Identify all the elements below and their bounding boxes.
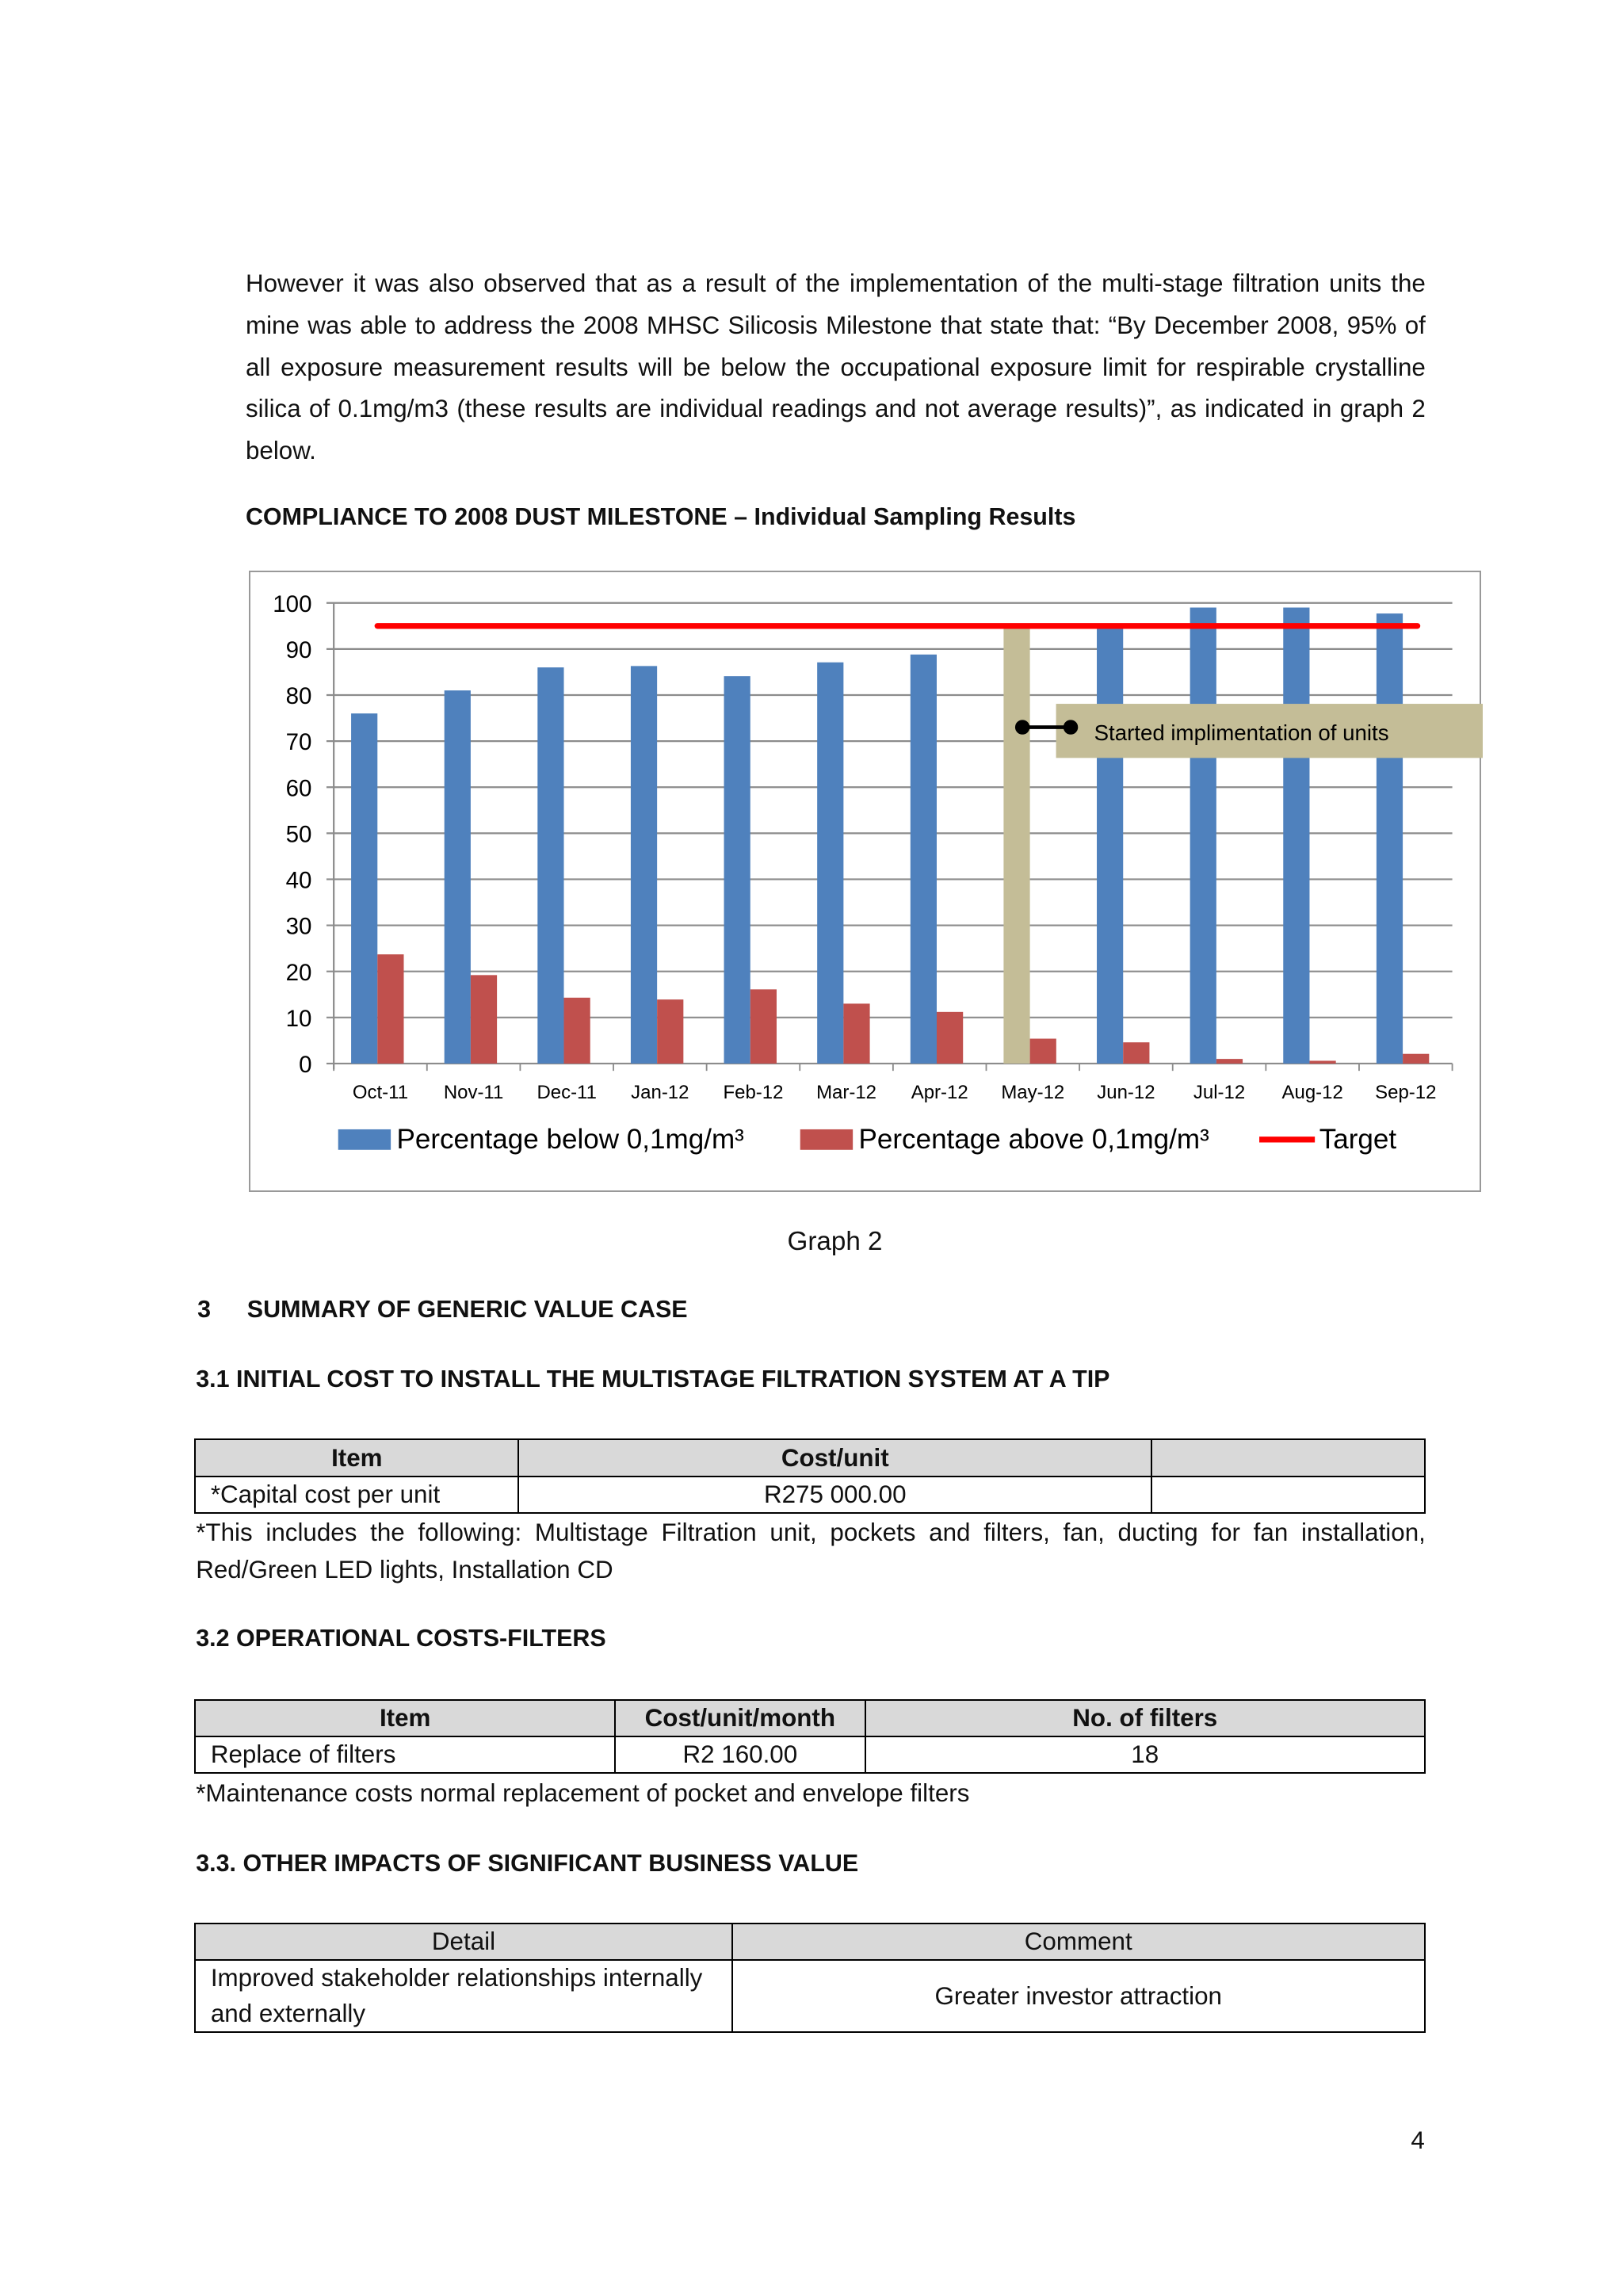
header-cell: Cost/unit (518, 1439, 1151, 1476)
bar-above-May-12 (1029, 1038, 1056, 1063)
bar-above-Dec-11 (563, 997, 590, 1063)
y-tick-label: 60 (285, 774, 312, 801)
bar-above-Nov-11 (471, 975, 497, 1064)
annotation-dot (1015, 720, 1029, 734)
bar-above-Feb-12 (750, 989, 776, 1064)
table-cell: 18 (865, 1736, 1425, 1773)
header-cell: Detail (195, 1924, 731, 1960)
annotation-dot (1063, 720, 1077, 734)
x-tick-label: May-12 (1000, 1081, 1064, 1103)
operational-cost-table (194, 1699, 1425, 1775)
x-tick-label: Jun-12 (1096, 1081, 1155, 1103)
table-cell: *Capital cost per unit (195, 1477, 518, 1513)
table-row (195, 1960, 1424, 2032)
y-tick-label: 0 (298, 1051, 312, 1078)
section-3-number: 3 (197, 1295, 211, 1323)
header-cell: Cost/unit/month (615, 1700, 865, 1736)
table-header-row (195, 1439, 1424, 1476)
bar-below-Mar-12 (817, 662, 843, 1063)
table-cell (1151, 1477, 1425, 1513)
table-row (195, 1477, 1424, 1513)
x-tick-label: Jul-12 (1193, 1081, 1245, 1103)
y-tick-label: 70 (285, 728, 312, 755)
y-tick-label: 30 (285, 913, 312, 940)
bar-above-Aug-12 (1309, 1060, 1335, 1063)
bar-chart (250, 572, 1483, 1194)
legend-label: Percentage below 0,1mg/m³ (396, 1123, 744, 1155)
table-row (195, 1736, 1424, 1773)
annotation-label: Started implimentation of units (1094, 720, 1389, 745)
table-cell: Replace of filters (195, 1736, 615, 1773)
table-cell: Greater investor attraction (732, 1960, 1425, 2032)
capital-cost-note: *This includes the following: Multistage Filtration unit, pockets and filters, fan, ducting for fan installation, Red/Green LED lights, Installation CD (196, 1519, 1426, 1584)
bar-below-Nov-11 (444, 690, 470, 1064)
x-tick-label: Feb-12 (723, 1081, 784, 1103)
legend-swatch (338, 1129, 390, 1149)
x-tick-label: Apr-12 (911, 1081, 968, 1103)
x-tick-label: Nov-11 (443, 1081, 503, 1103)
x-tick-label: Jan-12 (630, 1081, 689, 1103)
bar-above-Jun-12 (1123, 1042, 1149, 1064)
legend-swatch (800, 1129, 852, 1149)
y-tick-label: 10 (285, 1005, 312, 1032)
section-3-1-title: 3.1 INITIAL COST TO INSTALL THE MULTISTAGE FILTRATION SYSTEM AT A TIP (196, 1366, 1110, 1393)
bar-above-Jul-12 (1216, 1059, 1242, 1064)
table-cell: Improved stakeholder relationships internally and externally (195, 1960, 731, 2032)
header-cell: Item (195, 1700, 615, 1736)
table-cell: R2 160.00 (615, 1736, 865, 1773)
bar-below-Sep-12 (1377, 613, 1403, 1064)
y-tick-label: 80 (285, 682, 312, 709)
x-tick-label: Mar-12 (815, 1081, 876, 1103)
bar-below-Jul-12 (1190, 607, 1216, 1063)
x-tick-label: Oct-11 (352, 1081, 408, 1103)
y-tick-label: 40 (285, 867, 312, 894)
header-cell (1151, 1439, 1425, 1476)
legend-label: Percentage above 0,1mg/m³ (858, 1123, 1209, 1155)
section-3-2-title: 3.2 OPERATIONAL COSTS-FILTERS (196, 1624, 606, 1652)
header-cell: Comment (732, 1924, 1425, 1960)
business-value-table (194, 1923, 1425, 2033)
bar-below-Aug-12 (1283, 607, 1309, 1063)
bar-above-Jan-12 (657, 999, 683, 1064)
bar-above-Apr-12 (937, 1011, 963, 1063)
y-tick-label: 100 (272, 590, 312, 617)
bar-below-Apr-12 (910, 654, 936, 1063)
x-tick-label: Sep-12 (1374, 1081, 1437, 1103)
bar-below-Jan-12 (631, 666, 657, 1064)
x-tick-label: Aug-12 (1281, 1081, 1343, 1103)
legend-label: Target (1319, 1123, 1396, 1155)
table-cell: R275 000.00 (518, 1477, 1151, 1513)
chart-heading: COMPLIANCE TO 2008 DUST MILESTONE – Individual Sampling Results (245, 502, 1076, 530)
bar-above-Mar-12 (843, 1003, 869, 1064)
bar-below-Feb-12 (724, 676, 750, 1064)
chart-container (249, 571, 1481, 1192)
capital-cost-table (194, 1438, 1425, 1514)
page-number: 4 (1411, 2126, 1425, 2154)
intro-paragraph: However it was also observed that as a result of the implementation of the multi-stage filtration units the mine was able to address the 2008 MHSC Silicosis Milestone that state that: “By December 2008, 95% of all exposure measurement results will be below the occupational exposure limit for respirable crystalline silica of 0.1mg/m3 (these results are individual readings and not average results)”, as indicated in graph 2 below. (245, 269, 1426, 465)
bar-above-Oct-11 (377, 954, 403, 1064)
y-tick-label: 50 (285, 820, 312, 847)
bar-above-Sep-12 (1403, 1053, 1429, 1063)
maintenance-note: *Maintenance costs normal replacement of pocket and envelope filters (196, 1778, 970, 1807)
table-header-row (195, 1924, 1424, 1960)
x-tick-label: Dec-11 (537, 1081, 597, 1103)
section-3-title: SUMMARY OF GENERIC VALUE CASE (246, 1295, 688, 1323)
bar-below-Oct-11 (351, 713, 377, 1064)
bar-below-Jun-12 (1097, 624, 1123, 1063)
header-cell: Item (195, 1439, 518, 1476)
section-3-3-title: 3.3. OTHER IMPACTS OF SIGNIFICANT BUSINESS VALUE (196, 1849, 859, 1877)
y-tick-label: 90 (285, 636, 312, 663)
graph-caption: Graph 2 (787, 1226, 883, 1256)
table-header-row (195, 1700, 1424, 1736)
header-cell: No. of filters (865, 1700, 1425, 1736)
bar-below-Dec-11 (537, 667, 563, 1064)
bar-below-May-12 (1003, 628, 1029, 1064)
y-tick-label: 20 (285, 959, 312, 986)
